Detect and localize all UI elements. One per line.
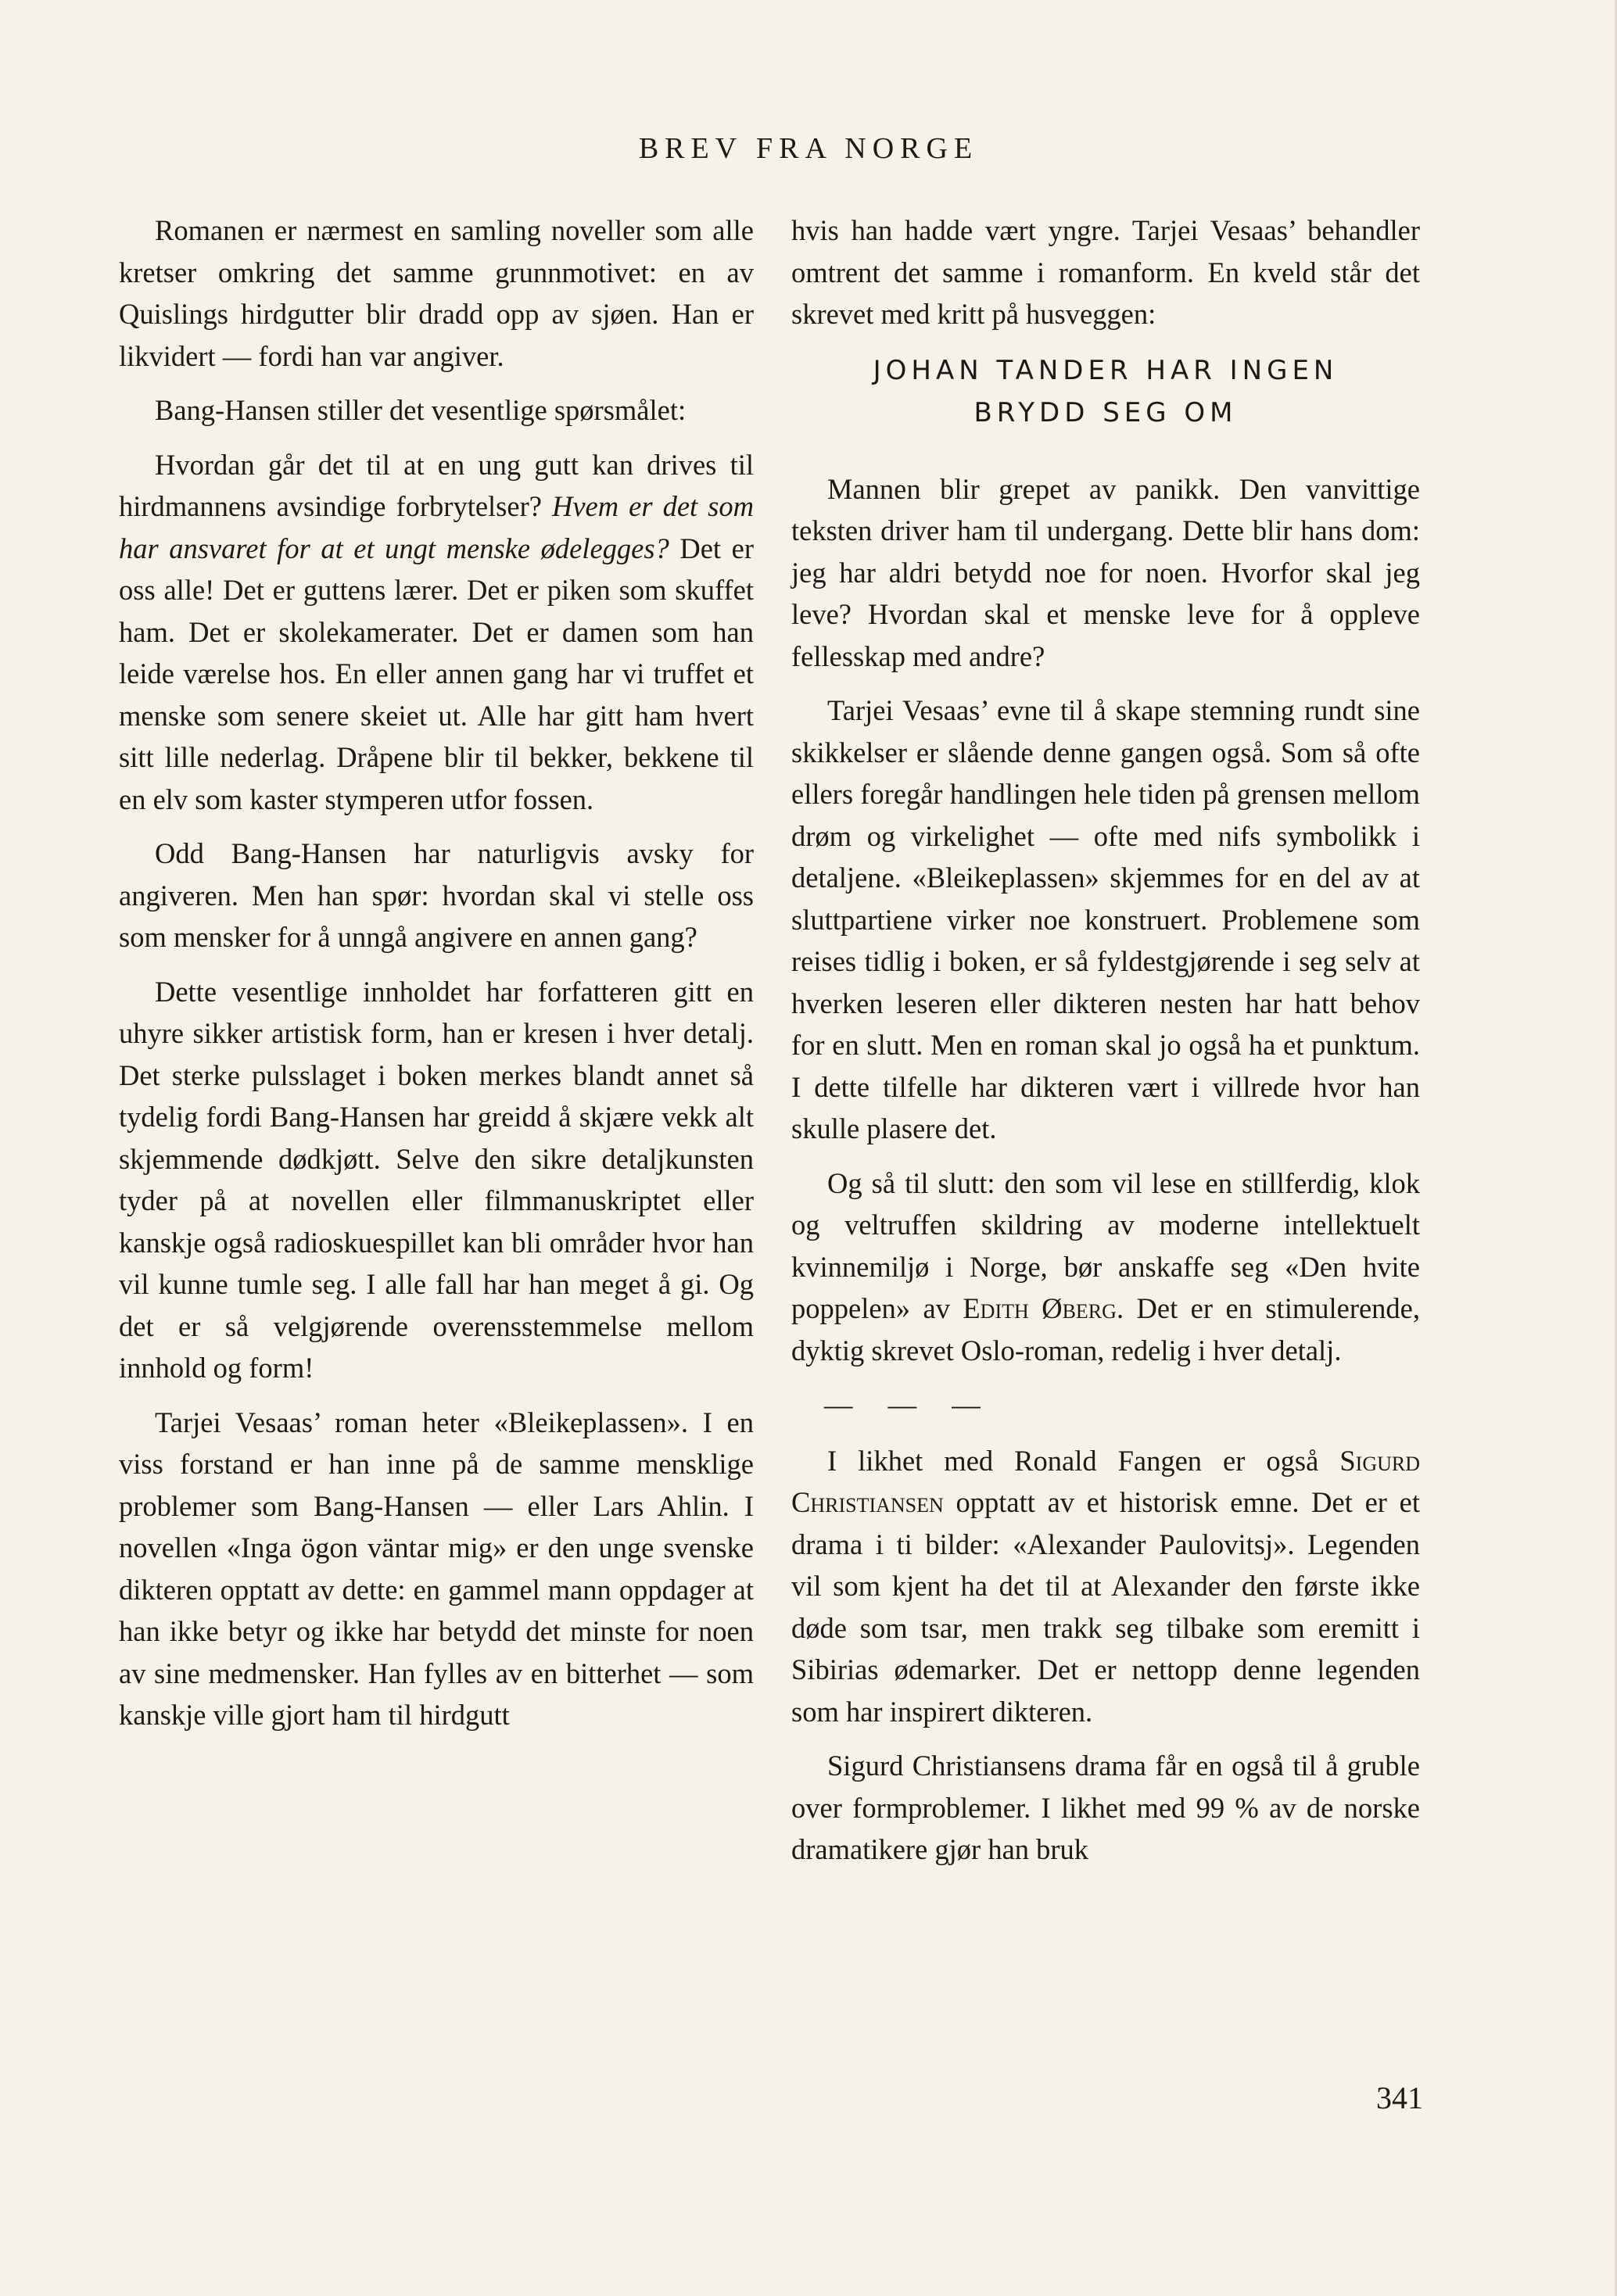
author-name-sigurd-christiansen: Sigurd Christiansen xyxy=(791,1444,1420,1518)
left-column xyxy=(119,210,754,1749)
left-paragraph-3 xyxy=(119,444,754,821)
left-paragraph-3-italic: Hvem er det som har ansvaret for at et ungt menske ødelegges? xyxy=(119,490,754,564)
page-number: 341 xyxy=(1376,2080,1423,2115)
running-header: BREV FRA NORGE xyxy=(638,132,979,165)
left-paragraph-3-start: Hvordan går det til at en ung gutt kan drives til hirdmannens avsindige forbrytelser? xyxy=(119,448,754,522)
right-paragraph-5-start: I likhet med Ronald Fangen er også xyxy=(827,1444,1340,1477)
section-separator: — — — xyxy=(824,1388,995,1420)
left-paragraph-2: Bang-Hansen stiller det vesentlige spørsmålet: xyxy=(155,394,687,426)
right-paragraph-5 xyxy=(791,1440,1420,1733)
right-paragraph-4-start: Og så til slutt: den som vil lese en stillferdig, klok og veltruffen skildring av moderne intellektuelt kvinnemiljø i Norge, bør anskaffe seg «Den hvite poppelen» av xyxy=(791,1166,1420,1324)
author-name-edith-oberg: Edith Øberg xyxy=(963,1292,1117,1324)
right-paragraph-1: hvis han hadde vært yngre. Tarjei Vesaas’ behandler omtrent det samme i romanform. En kveld står det skrevet med kritt på husveggen: xyxy=(791,214,1420,330)
right-paragraph-5-end: opptatt av et historisk emne. Det er et drama i ti bilder: «Alexander Paulovitsj». Legenden vil som kjent ha det til at Alexander den første ikke døde som tsar, men trakk seg tilbake som eremitt i Sibirias ødemarker. Det er nettopp denne legenden som har inspirert dikteren. xyxy=(791,1486,1420,1728)
right-paragraph-2: Mannen blir grepet av panikk. Den vanvittige teksten driver ham til undergang. Dette blir hans dom: jeg har aldri betydd noe for noen. Hvorfor skal jeg leve? Hvordan skal et menske leve for å oppleve fellesskap med andre? xyxy=(791,472,1420,672)
right-paragraph-3: Tarjei Vesaas’ evne til å skape stemning rundt sine skikkelser er slående denne gangen også. Som så ofte ellers foregår handlingen hele tiden på grensen mellom drøm og virkelighet — ofte med nifs symbolikk i detaljene. «Bleikeplassen» skjemmes for en del av at sluttpartiene virker noe konstruert. Problemene som reises tidlig i boken, er så fyldestgjørende i seg selv at hverken leseren eller dikteren nesten har hatt behov for en slutt. Men en roman skal jo også ha et punktum. I dette tilfelle har dikteren vært i villrede hvor han skulle plasere det. xyxy=(791,694,1420,1144)
left-paragraph-1: Romanen er nærmest en samling noveller som alle kretser omkring det samme grunnmotivet: en av Quislings hirdgutter blir dradd opp av sjøen. Han er likvidert — fordi han var angiver. xyxy=(119,214,754,372)
left-paragraph-3-end: Det er oss alle! Det er guttens lærer. Det er piken som skuffet ham. Det er skolekamerater. Det er damen som han leide værelse hos. En eller annen gang har vi truffet et menske som senere skeiet ut. Alle har gitt ham hvert sitt lille nederlag. Dråpene blir til bekker, bekkene til en elv som kaster stymperen utfor fossen. xyxy=(119,532,754,815)
wall-inscription-line-2: BRYDD SEG OM xyxy=(973,396,1238,428)
left-paragraph-4: Odd Bang-Hansen har naturligvis avsky for angiveren. Men han spør: hvordan skal vi stelle oss som mensker for å unngå angivere en annen gang? xyxy=(119,837,754,953)
right-column xyxy=(791,210,1420,1883)
right-paragraph-4-end: . Det er en stimulerende, dyktig skrevet Oslo-roman, redelig i hver detalj. xyxy=(791,1292,1421,1366)
left-paragraph-6: Tarjei Vesaas’ roman heter «Bleikeplassen». I en viss forstand er han inne på de samme mensklige problemer som Bang-Hansen — eller Lars Ahlin. I novellen «Inga ögon väntar mig» er den unge svenske dikteren opptatt av dette: en gammel mann oppdager at han ikke betyr og ikke har betydd det minste for noen av sine medmensker. Han fylles av en bitterhet — som kanskje ville gjort ham til hirdgutt xyxy=(119,1406,754,1731)
right-paragraph-6: Sigurd Christiansens drama får en også til å gruble over formproblemer. I likhet med 99 % av de norske dramatikere gjør han bruk xyxy=(791,1750,1420,1865)
left-paragraph-5: Dette vesentlige innholdet har forfatteren gitt en uhyre sikker artistisk form, han er kresen i hver detalj. Det sterke pulsslaget i boken merkes blandt annet så tydelig fordi Bang-Hansen har greidd å skjære vekk alt skjemmende dødkjøtt. Selve den sikre detaljkunsten tyder på at novellen eller filmmanuskriptet eller kanskje også radioskuespillet kan bli områder hvor han vil kunne tumle seg. I alle fall har han meget å gi. Og det er så velgjørende overensstemmelse mellom innhold og form! xyxy=(119,975,754,1384)
wall-inscription-line-1: JOHAN TANDER HAR INGEN xyxy=(873,354,1339,386)
right-paragraph-4 xyxy=(791,1162,1420,1372)
wall-inscription xyxy=(791,349,1420,434)
